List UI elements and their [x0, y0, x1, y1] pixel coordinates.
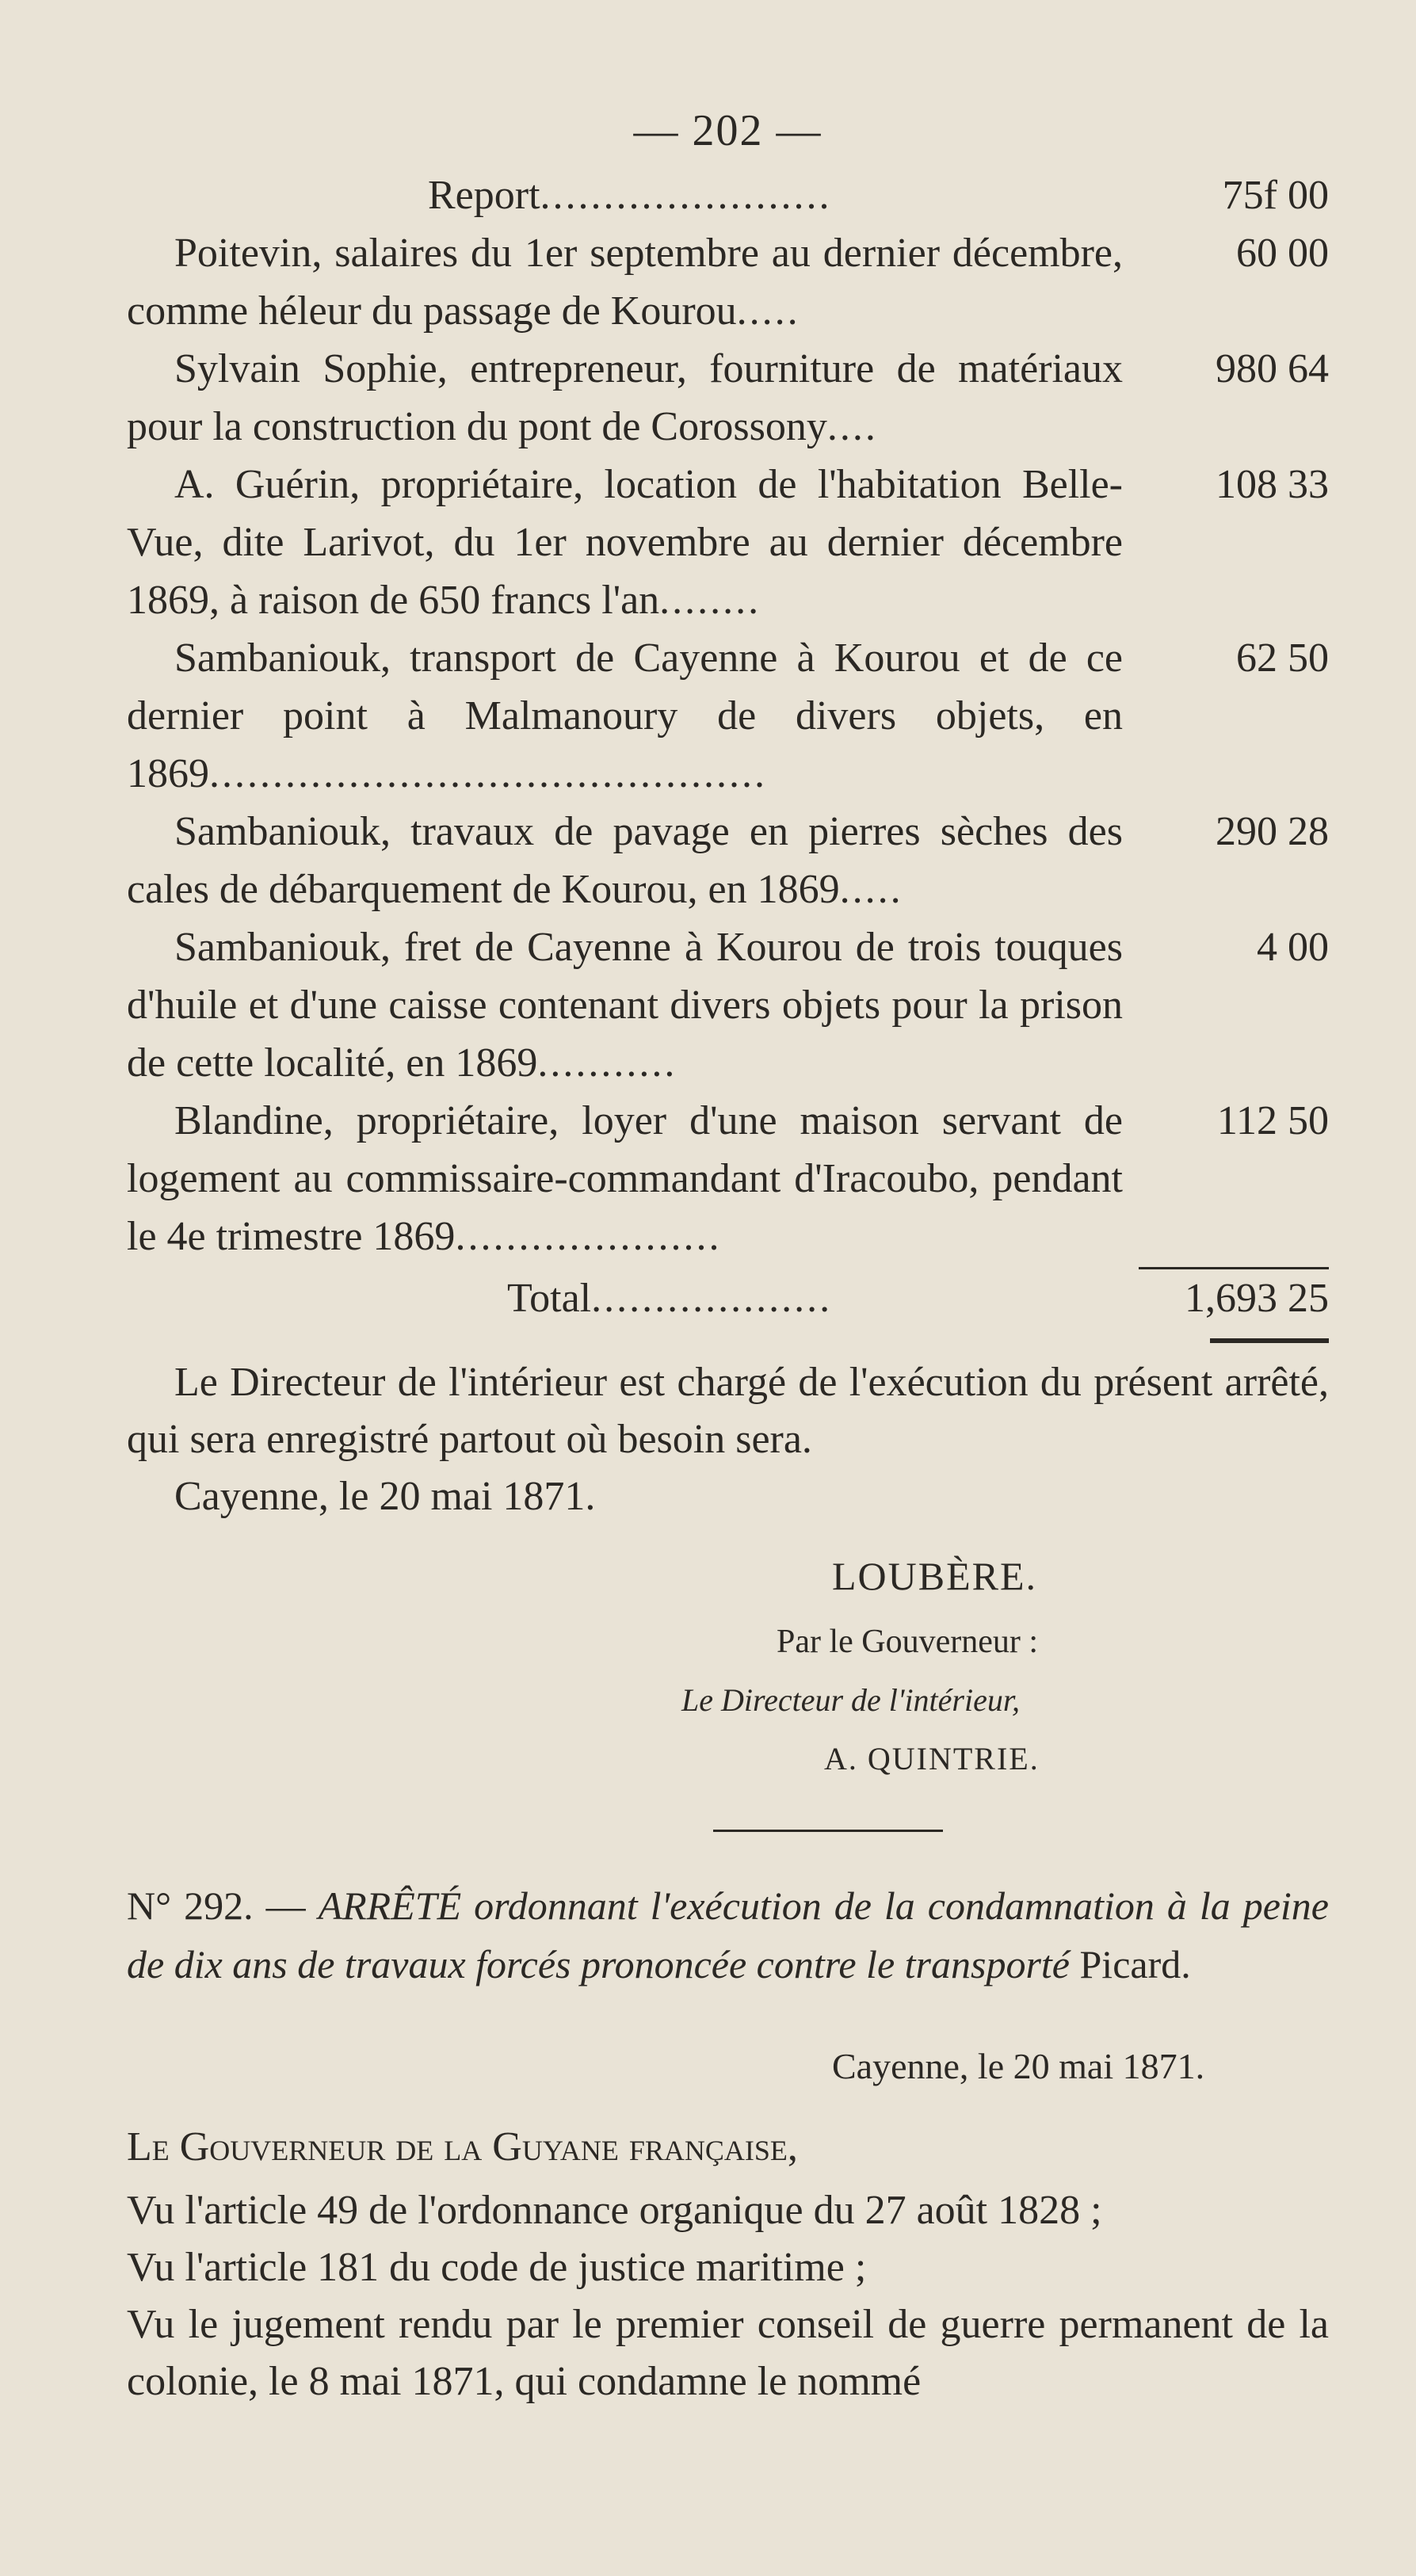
signature-name: LOUBÈRE.	[832, 1554, 1038, 1598]
section-separator	[713, 1830, 943, 1832]
entry-amount: 4 00	[1257, 925, 1329, 970]
total-amount: 1,693 25	[1185, 1276, 1329, 1321]
entry-text: Sylvain Sophie, entrepreneur, fourniture de matériaux pour la construction du pont de Corossony	[127, 346, 1123, 449]
entry-amount: 290 28	[1216, 809, 1329, 854]
entry-text: Sambaniouk, travaux de pavage en pierres sèches des cales de débarquement de Kourou, en 1869	[127, 809, 1123, 912]
signature-by: Par le Gouverneur :	[777, 1624, 1039, 1660]
expense-entry	[127, 918, 1329, 1092]
report-label: Report	[428, 173, 540, 218]
arrete-place-date: Cayenne, le 20 mai 1871.	[832, 2046, 1205, 2086]
arrete-title: ARRÊTÉ ordonnant l'exécution de la condamnation à la peine de dix ans de travaux forcés prononcée contre le transporté	[127, 1883, 1329, 1986]
entry-text: Sambaniouk, transport de Cayenne à Kourou et de ce dernier point à Malmanoury de divers objets, en 1869	[127, 635, 1123, 796]
entry-text: Blandine, propriétaire, loyer d'une maison servant de logement au commissaire-commandant d'Iracoubo, pendant le 4e trimestre 1869	[127, 1098, 1123, 1259]
entry-text: A. Guérin, propriétaire, location de l'habitation Belle-Vue, dite Larivot, du 1er novembre au dernier décembre 1869, à raison de 650 francs l'an	[127, 462, 1123, 623]
closing-paragraph: Le Directeur de l'intérieur est chargé de l'exécution du présent arrêté, qui sera enregistré partout où besoin sera.	[127, 1360, 1329, 1462]
expense-entry	[127, 456, 1329, 629]
arrete-title-name: Picard.	[1079, 1942, 1191, 1986]
closing-date: Cayenne, le 20 mai 1871.	[174, 1474, 596, 1519]
entry-leader: .....	[839, 867, 903, 912]
report-row	[127, 166, 1329, 224]
entry-leader: ............................................	[209, 751, 767, 796]
entry-leader: .....	[736, 288, 800, 334]
gouverneur-line	[127, 2119, 1329, 2176]
expense-entry	[127, 803, 1329, 918]
gouverneur-text: Le Gouverneur de la Guyane française,	[127, 2124, 798, 2170]
entry-amount: 112 50	[1216, 1098, 1329, 1143]
signature-name-2: A. QUINTRIE.	[824, 1741, 1040, 1776]
page-number: — 202 —	[633, 106, 823, 155]
entry-amount: 62 50	[1236, 635, 1329, 681]
report-leader: .......................	[540, 173, 832, 218]
arrete-heading	[127, 1876, 1329, 1994]
entry-text: Sambaniouk, fret de Cayenne à Kourou de trois touques d'huile et d'une caisse contenant divers objets pour la prison de cette localité, en 1869	[127, 925, 1123, 1086]
entry-leader: ....	[826, 404, 878, 449]
arrete-number: N° 292. —	[127, 1883, 306, 1928]
expense-entries	[127, 224, 1329, 1265]
expense-entry	[127, 1092, 1329, 1265]
total-row	[127, 1269, 1329, 1327]
expense-entry	[127, 340, 1329, 456]
entry-leader: ........	[659, 578, 761, 623]
vu-line: Vu le jugement rendu par le premier conseil de guerre permanent de la colonie, le 8 mai 1871, qui condamne le nommé	[127, 2302, 1329, 2404]
expense-entry	[127, 629, 1329, 803]
vu-line: Vu l'article 181 du code de justice maritime ;	[127, 2245, 867, 2290]
entry-text: Poitevin, salaires du 1er septembre au dernier décembre, comme héleur du passage de Kourou	[127, 231, 1123, 334]
total-underline	[1210, 1338, 1329, 1343]
total-leader: ...................	[591, 1276, 833, 1321]
vu-line: Vu l'article 49 de l'ordonnance organique du 27 août 1828 ;	[127, 2188, 1102, 2233]
entry-amount: 980 64	[1216, 346, 1329, 391]
entry-amount: 108 33	[1216, 462, 1329, 507]
signature-role: Le Directeur de l'intérieur,	[681, 1682, 1020, 1718]
total-label: Total	[507, 1276, 592, 1321]
entry-amount: 60 00	[1236, 231, 1329, 276]
entry-leader: ...........	[537, 1040, 677, 1086]
report-amount: 75f 00	[1222, 173, 1329, 218]
entry-leader: .....................	[455, 1214, 722, 1259]
expense-entry	[127, 224, 1329, 340]
